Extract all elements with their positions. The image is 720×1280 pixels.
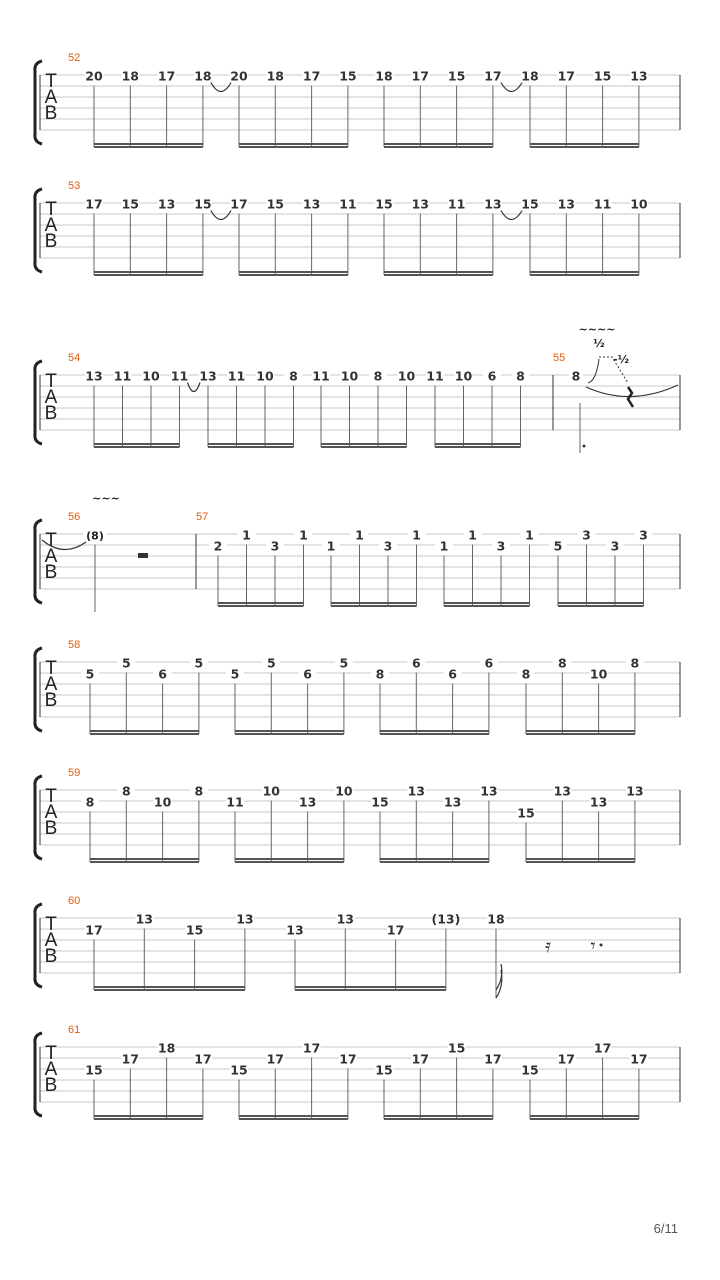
bend-label: ½: [593, 337, 605, 350]
fret-number: 17: [121, 1051, 140, 1067]
tab-clef-letter-t: T: [45, 914, 57, 935]
tab-clef-letter-t: T: [45, 371, 57, 392]
tab-clef-letter-a: A: [44, 546, 58, 567]
system-bracket: [35, 776, 42, 859]
fret-number: 8: [194, 783, 204, 799]
fret-number: 17: [557, 1051, 576, 1067]
tab-clef-letter-t: T: [45, 786, 57, 807]
bend-arrow: [588, 359, 599, 383]
fret-number: 3: [610, 538, 620, 554]
system-bracket: [35, 61, 42, 144]
fret-number: 15: [517, 805, 535, 821]
fret-number: 8: [630, 655, 640, 671]
fret-number: 13: [626, 783, 644, 799]
page-number: 6/11: [653, 1221, 678, 1236]
dot: [600, 944, 603, 947]
fret-number: 3: [582, 527, 591, 543]
fret-number: (13): [431, 911, 461, 927]
fret-number: 11: [312, 368, 330, 384]
fret-number: 17: [230, 196, 248, 212]
fret-number: 10: [256, 368, 274, 384]
tab-clef-letter-a: A: [44, 1059, 58, 1080]
fret-number: 13: [85, 368, 103, 384]
fret-number: 10: [142, 368, 160, 384]
tab-clef-letter-a: A: [44, 215, 58, 236]
fret-number: 11: [113, 368, 132, 384]
tie-arc: [211, 211, 231, 220]
tab-clef-letter-t: T: [45, 199, 57, 220]
fret-number: 17: [339, 1051, 357, 1067]
system-bracket: [35, 189, 42, 272]
tab-clef-letter-a: A: [44, 802, 58, 823]
fret-number: 8: [521, 666, 531, 682]
fret-number: 11: [226, 794, 244, 810]
fret-number: 10: [454, 368, 473, 384]
fret-number: 17: [302, 1040, 321, 1056]
tie-arc: [188, 383, 201, 392]
fret-number: 1: [468, 527, 477, 543]
fret-number: 11: [593, 196, 612, 212]
fret-number: 10: [589, 666, 608, 682]
measure-number: 52: [68, 52, 81, 64]
fret-number: 10: [630, 196, 648, 212]
system-bracket: [35, 520, 42, 603]
fret-number: 11: [170, 368, 189, 384]
measure-number: 56: [68, 511, 81, 523]
tab-staff-7: [35, 904, 680, 987]
fret-number: 18: [266, 68, 285, 84]
fret-number: 13: [480, 783, 498, 799]
fret-number: 10: [397, 368, 416, 384]
fret-number: 5: [85, 666, 95, 682]
fret-number: 18: [487, 911, 505, 927]
fret-number: 13: [443, 794, 462, 810]
fret-number: 17: [557, 68, 576, 84]
fret-number: 15: [375, 196, 393, 212]
tab-clef-letter-a: A: [44, 87, 58, 108]
measure-number: 61: [68, 1024, 81, 1036]
fret-number: 13: [286, 922, 304, 938]
fret-number: 1: [412, 527, 421, 543]
fret-number: 13: [484, 196, 502, 212]
tab-clef-letter-b: B: [44, 562, 58, 583]
fret-number: 13: [630, 68, 648, 84]
half-rest: [138, 553, 148, 558]
system-bracket: [35, 361, 42, 444]
fret-number: 13: [135, 911, 154, 927]
fret-number: 1: [326, 538, 336, 554]
fret-number: 15: [521, 1062, 539, 1078]
fret-number: 15: [375, 1062, 393, 1078]
fret-number: 5: [266, 655, 276, 671]
fret-number: 18: [521, 68, 539, 84]
fret-number: 6: [484, 655, 494, 671]
fret-number: 8: [557, 655, 567, 671]
fret-number: 17: [85, 922, 103, 938]
fret-number: 15: [339, 68, 357, 84]
fret-number: 18: [157, 1040, 176, 1056]
measure-number: 54: [68, 352, 81, 364]
tab-clef-letter-t: T: [45, 71, 57, 92]
tie-arc: [501, 211, 522, 220]
fret-number: 13: [157, 196, 176, 212]
fret-number: 6: [487, 368, 497, 384]
fret-number: 17: [386, 922, 405, 938]
fret-number: 5: [194, 655, 204, 671]
tab-clef-letter-t: T: [45, 1043, 57, 1064]
fret-number: 20: [230, 68, 248, 84]
fret-number: 18: [194, 68, 212, 84]
fret-number: 13: [298, 794, 317, 810]
fret-number: 13: [553, 783, 572, 799]
fret-number: 8: [571, 368, 581, 384]
fret-number: 15: [194, 196, 212, 212]
fret-number: 3: [639, 527, 648, 543]
fret-number: 15: [593, 68, 612, 84]
dot: [583, 445, 586, 448]
fret-number: 17: [194, 1051, 212, 1067]
fret-number: 8: [375, 666, 385, 682]
fret-number: 8: [121, 783, 131, 799]
tab-clef-letter-b: B: [44, 946, 58, 967]
tab-clef-letter-a: A: [44, 930, 58, 951]
fret-number: 13: [411, 196, 430, 212]
fret-number: 13: [336, 911, 355, 927]
tab-clef-letter-a: A: [44, 674, 58, 695]
measure-number: 53: [68, 180, 81, 192]
fret-number: 1: [242, 527, 251, 543]
fret-number: 17: [630, 1051, 648, 1067]
fret-number: 15: [447, 68, 466, 84]
fret-number: 8: [85, 794, 95, 810]
fret-number: 6: [448, 666, 457, 682]
fret-number: 3: [383, 538, 393, 554]
tie-arc: [501, 83, 522, 92]
tab-clef-letter-t: T: [45, 658, 57, 679]
vibrato-mark: ~~~~: [578, 323, 616, 336]
tab-clef-letter-b: B: [44, 103, 58, 124]
fret-number: 5: [230, 666, 240, 682]
fret-number: 15: [121, 196, 140, 212]
fret-number: 17: [484, 1051, 502, 1067]
fret-number: 5: [121, 655, 131, 671]
fret-number: 20: [85, 68, 103, 84]
fret-number: 15: [266, 196, 285, 212]
tab-clef-letter-b: B: [44, 231, 58, 252]
fret-number: 10: [335, 783, 353, 799]
fret-number: 6: [158, 666, 167, 682]
fret-number: 10: [153, 794, 172, 810]
fret-number: 15: [371, 794, 389, 810]
fret-number: 17: [302, 68, 321, 84]
fret-number: 15: [447, 1040, 466, 1056]
fret-number: 13: [236, 911, 254, 927]
fret-number: 1: [355, 527, 364, 543]
fret-number: 6: [411, 655, 421, 671]
fret-number: 5: [339, 655, 349, 671]
fret-number: 10: [340, 368, 359, 384]
fret-number: 3: [270, 538, 280, 554]
fret-number: 11: [227, 368, 246, 384]
fret-number: 11: [339, 196, 357, 212]
fret-number: 17: [85, 196, 103, 212]
fret-number: 13: [589, 794, 608, 810]
fret-number: 15: [185, 922, 204, 938]
fret-number: 18: [121, 68, 140, 84]
measure-number: 57: [196, 511, 209, 523]
fret-number: 2: [213, 538, 223, 554]
fret-number: 13: [199, 368, 217, 384]
fret-number: 17: [266, 1051, 285, 1067]
fret-number: 6: [303, 666, 312, 682]
fret-number: 8: [373, 368, 383, 384]
tab-clef-letter-b: B: [44, 1075, 58, 1096]
measure-number: 60: [68, 895, 81, 907]
measure-number: 55: [553, 352, 566, 364]
fret-number: 1: [525, 527, 534, 543]
fret-number: 13: [557, 196, 576, 212]
vibrato-mark: ~~~: [92, 492, 120, 505]
fret-number: 17: [411, 1051, 430, 1067]
fret-number: 17: [411, 68, 430, 84]
measure-number: 58: [68, 639, 81, 651]
fret-number: 10: [262, 783, 281, 799]
fret-number: 8: [289, 368, 298, 384]
fret-number: 8: [516, 368, 525, 384]
fret-number: 18: [375, 68, 393, 84]
fret-number: 15: [521, 196, 539, 212]
fret-number: 15: [230, 1062, 248, 1078]
fret-number: 13: [407, 783, 426, 799]
fret-number: 17: [484, 68, 502, 84]
measure-number: 59: [68, 767, 81, 779]
fret-number: 1: [439, 538, 449, 554]
fret-number: 1: [299, 527, 308, 543]
bend-label: -½: [613, 353, 629, 366]
tab-clef-letter-b: B: [44, 690, 58, 711]
fret-number: 17: [593, 1040, 612, 1056]
tab-staff-8: [35, 1033, 680, 1116]
tie-arc: [211, 83, 231, 92]
tab-clef-letter-a: A: [44, 387, 58, 408]
fret-number: 11: [426, 368, 444, 384]
fret-number: 15: [85, 1062, 103, 1078]
fret-number: (8): [86, 529, 104, 543]
fret-number: 5: [553, 538, 563, 554]
fret-number: 3: [496, 538, 506, 554]
system-bracket: [35, 904, 42, 987]
tab-clef-letter-t: T: [45, 530, 57, 551]
fret-number: 13: [302, 196, 321, 212]
fret-number: 11: [447, 196, 466, 212]
fret-number: 17: [157, 68, 176, 84]
eighth-rest: 𝄾: [590, 936, 596, 957]
system-bracket: [35, 648, 42, 731]
tab-clef-letter-b: B: [44, 403, 58, 424]
tab-clef-letter-b: B: [44, 818, 58, 839]
system-bracket: [35, 1033, 42, 1116]
sixteenth-rest: 𝄿: [545, 936, 551, 957]
